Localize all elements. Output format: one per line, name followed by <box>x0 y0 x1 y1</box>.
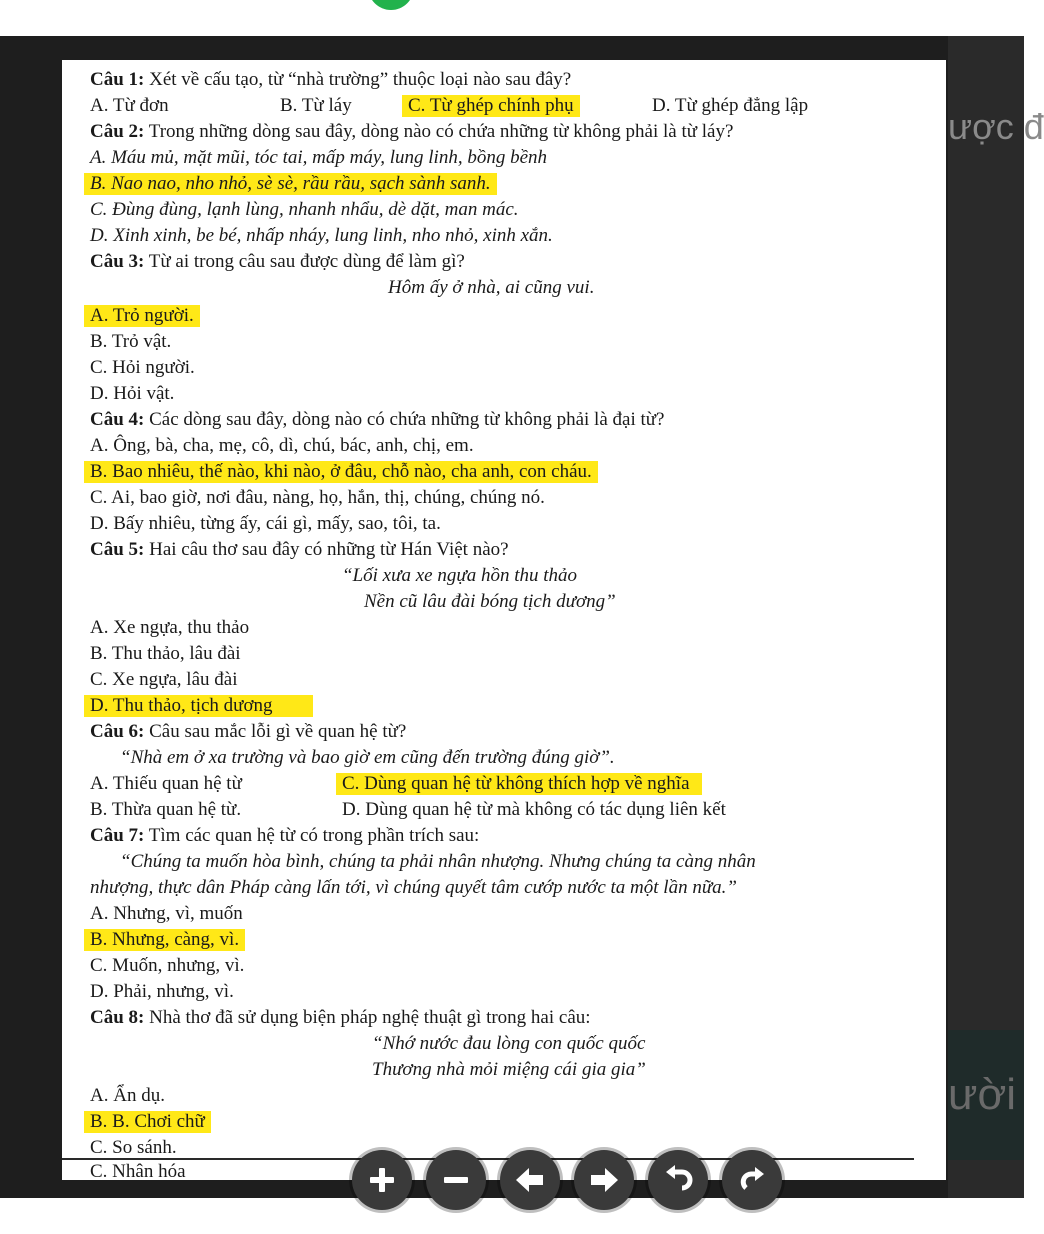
question-number: Câu 3: <box>90 251 145 272</box>
question-1: Câu 1: Xét về cấu tạo, từ “nhà trường” thuộc loại nào sau đây? <box>90 69 572 90</box>
rotate-left-icon <box>660 1162 696 1198</box>
plus-icon <box>364 1162 400 1198</box>
q6-option-c-highlighted: C. Dùng quan hệ từ không thích hợp về nghĩa <box>342 772 702 796</box>
q5-option-a: A. Xe ngựa, thu thảo <box>90 617 250 638</box>
question-2: Câu 2: Trong những dòng sau đây, dòng nào có chứa những từ không phải là từ láy? <box>90 121 734 142</box>
q1-option-c-highlighted: C. Từ ghép chính phụ <box>408 94 580 118</box>
q5-option-d-highlighted: D. Thu thảo, tịch dương <box>90 694 313 718</box>
q2-option-c: C. Đùng đùng, lạnh lùng, nhanh nhẩu, dè dặt, man mác. <box>90 199 519 220</box>
arrow-left-icon <box>512 1162 548 1198</box>
background-panel <box>948 1030 1024 1160</box>
background-page-edge <box>948 36 1044 1198</box>
question-7: Câu 7: Tìm các quan hệ từ có trong phần trích sau: <box>90 825 480 846</box>
q8-poem-line-2: Thương nhà mỏi miệng cái gia gia” <box>372 1059 646 1080</box>
background-text-bottom: ười <box>948 1070 1017 1119</box>
question-number: Câu 1: <box>90 69 145 90</box>
question-number: Câu 2: <box>90 121 145 142</box>
background-text-top: ược đ <box>948 106 1044 147</box>
q7-option-b-highlighted: B. Nhưng, càng, vì. <box>90 928 245 952</box>
rotate-right-button[interactable] <box>722 1150 782 1210</box>
next-button[interactable] <box>574 1150 634 1210</box>
zoom-out-button[interactable] <box>426 1150 486 1210</box>
question-number: Câu 5: <box>90 539 145 560</box>
top-bar <box>0 0 1024 36</box>
q3-option-c: C. Hỏi người. <box>90 357 195 378</box>
question-5: Câu 5: Hai câu thơ sau đây có những từ Hán Việt nào? <box>90 539 509 560</box>
question-6: Câu 6: Câu sau mắc lỗi gì về quan hệ từ? <box>90 721 407 742</box>
q3-option-b: B. Trỏ vật. <box>90 331 172 352</box>
q6-option-d: D. Dùng quan hệ từ mà không có tác dụng liên kết <box>342 799 726 820</box>
app-logo-fragment <box>368 0 414 10</box>
q5-poem-line-1: “Lối xưa xe ngựa hồn thu thảo <box>342 565 577 586</box>
q7-option-c: C. Muốn, nhưng, vì. <box>90 955 245 976</box>
q1-option-d: D. Từ ghép đẳng lập <box>652 95 809 116</box>
q7-excerpt-line-1: “Chúng ta muốn hòa bình, chúng ta phải nhân nhượng. Nhưng chúng ta càng nhân <box>120 851 756 872</box>
q5-poem-line-2: Nền cũ lâu đài bóng tịch dương” <box>364 591 616 612</box>
q4-option-d: D. Bấy nhiêu, từng ấy, cái gì, mấy, sao, tôi, ta. <box>90 513 441 534</box>
q6-example-sentence: “Nhà em ở xa trường và bao giờ em cũng đến trường đúng giờ”. <box>120 747 615 768</box>
q6-option-b: B. Thừa quan hệ từ. <box>90 799 242 820</box>
q4-option-a: A. Ông, bà, cha, mẹ, cô, dì, chú, bác, anh, chị, em. <box>90 435 474 456</box>
q1-option-b: B. Từ láy <box>280 95 352 116</box>
question-number: Câu 4: <box>90 409 145 430</box>
rotate-right-icon <box>734 1162 770 1198</box>
q1-option-a: A. Từ đơn <box>90 95 169 116</box>
q7-option-a: A. Nhưng, vì, muốn <box>90 903 243 924</box>
page-divider <box>62 1158 914 1160</box>
q3-option-a-highlighted: A. Trỏ người. <box>90 304 200 328</box>
minus-icon <box>438 1162 474 1198</box>
question-number: Câu 7: <box>90 825 145 846</box>
question-4: Câu 4: Các dòng sau đây, dòng nào có chứa những từ không phải là đại từ? <box>90 409 665 430</box>
q8-poem-line-1: “Nhớ nước đau lòng con quốc quốc <box>372 1033 646 1054</box>
zoom-in-button[interactable] <box>352 1150 412 1210</box>
q8-option-d-cut: C. Nhân hóa <box>90 1161 186 1182</box>
document-image[interactable] <box>62 60 946 1180</box>
q5-option-c: C. Xe ngựa, lâu đài <box>90 669 238 690</box>
q8-option-a: A. Ẩn dụ. <box>90 1085 165 1106</box>
question-8: Câu 8: Nhà thơ đã sử dụng biện pháp nghệ thuật gì trong hai câu: <box>90 1007 591 1028</box>
q2-option-b-highlighted: B. Nao nao, nho nhỏ, sè sè, rầu rầu, sạch sành sanh. <box>90 172 497 196</box>
q4-option-b-highlighted: B. Bao nhiêu, thế nào, khi nào, ở đâu, chỗ nào, cha anh, con cháu. <box>90 460 598 484</box>
arrow-right-icon <box>586 1162 622 1198</box>
rotate-left-button[interactable] <box>648 1150 708 1210</box>
q6-option-a: A. Thiếu quan hệ từ <box>90 773 242 794</box>
q4-option-c: C. Ai, bao giờ, nơi đâu, nàng, họ, hắn, thị, chúng, chúng nó. <box>90 487 545 508</box>
q3-option-d: D. Hỏi vật. <box>90 383 175 404</box>
q7-option-d: D. Phải, nhưng, vì. <box>90 981 234 1002</box>
q2-option-a: A. Máu mủ, mặt mũi, tóc tai, mấp máy, lung linh, bồng bềnh <box>90 147 548 168</box>
previous-button[interactable] <box>500 1150 560 1210</box>
q8-option-c: C. So sánh. <box>90 1137 177 1158</box>
question-number: Câu 8: <box>90 1007 145 1028</box>
q3-example-sentence: Hôm ấy ở nhà, ai cũng vui. <box>388 277 595 298</box>
question-3: Câu 3: Từ ai trong câu sau được dùng để làm gì? <box>90 251 465 272</box>
q7-excerpt-line-2: nhượng, thực dân Pháp càng lấn tới, vì chúng quyết tâm cướp nước ta một lần nữa.” <box>90 877 737 898</box>
q2-option-d: D. Xinh xinh, be bé, nhấp nháy, lung linh, nho nhỏ, xinh xắn. <box>90 225 553 246</box>
q8-option-b-highlighted: B. B. Chơi chữ <box>90 1110 211 1134</box>
q5-option-b: B. Thu thảo, lâu đài <box>90 643 241 664</box>
question-number: Câu 6: <box>90 721 145 742</box>
